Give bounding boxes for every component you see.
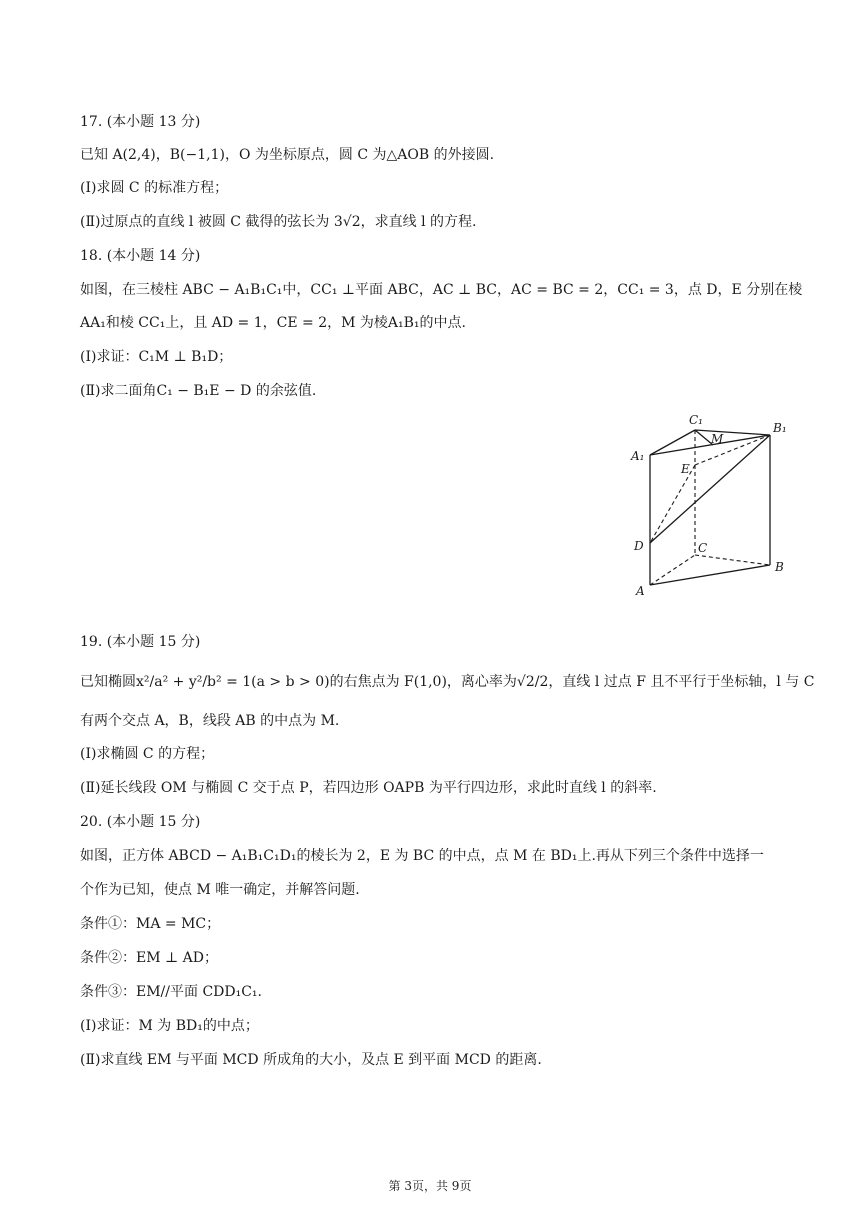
label-d: D xyxy=(634,539,644,553)
label-b1: B₁ xyxy=(773,421,787,435)
problem-19-statement-line-2: 有两个交点 A，B，线段 AB 的中点为 M. xyxy=(80,713,340,729)
label-a1: A₁ xyxy=(631,449,645,463)
problem-17-part-2: (Ⅱ)过原点的直线 l 被圆 C 截得的弦长为 3√2，求直线 l 的方程. xyxy=(80,214,477,230)
triangular-prism-figure xyxy=(625,405,795,600)
problem-17-header: 17. (本小题 13 分) xyxy=(80,114,201,130)
problem-19-part-2: (Ⅱ)延长线段 OM 与椭圆 C 交于点 P，若四边形 OAPB 为平行四边形，求此时直线 l 的斜率. xyxy=(80,780,657,796)
problem-18-part-1: (Ⅰ)求证：C₁M ⊥ B₁D； xyxy=(80,349,233,365)
problem-20-condition-2: 条件②：EM ⊥ AD； xyxy=(80,950,218,966)
label-c1: C₁ xyxy=(689,413,703,427)
hidden-edge-c-b xyxy=(695,555,770,565)
problem-20-part-2: (Ⅱ)求直线 EM 与平面 MCD 所成角的大小，及点 E 到平面 MCD 的距离. xyxy=(80,1052,542,1068)
page-footer: 第 3页，共 9页 xyxy=(388,1179,472,1193)
edge-a-b xyxy=(650,565,770,585)
problem-18-statement-line-2: AA₁和棱 CC₁上，且 AD = 1，CE = 2，M 为棱A₁B₁的中点. xyxy=(80,315,466,331)
label-c: C xyxy=(698,541,708,555)
label-b: B xyxy=(775,560,784,574)
edge-c1-b1 xyxy=(695,430,770,435)
label-a: A xyxy=(636,584,645,598)
problem-19-part-1: (Ⅰ)求椭圆 C 的方程； xyxy=(80,746,215,762)
problem-17-statement: 已知 A(2,4)，B(−1,1)，O 为坐标原点，圆 C 为△AOB 的外接圆. xyxy=(80,147,495,163)
problem-20-condition-3: 条件③：EM//平面 CDD₁C₁. xyxy=(80,984,262,1000)
hidden-edge-a-c xyxy=(650,555,695,585)
problem-18-part-2: (Ⅱ)求二面角C₁ − B₁E − D 的余弦值. xyxy=(80,383,317,399)
label-e: E xyxy=(681,462,690,476)
problem-19-statement-line-1: 已知椭圆x²/a² + y²/b² = 1(a > b > 0)的右焦点为 F(1,0)，离心率为√2/2，直线 l 过点 F 且不平行于坐标轴，l 与 C xyxy=(80,674,815,690)
problem-20-condition-1: 条件①：MA = MC； xyxy=(80,916,221,932)
problem-20-statement-line-1: 如图，正方体 ABCD − A₁B₁C₁D₁的棱长为 2，E 为 BC 的中点，点 M 在 BD₁上.再从下列三个条件中选择一 xyxy=(80,848,764,864)
problem-17-part-1: (Ⅰ)求圆 C 的标准方程； xyxy=(80,180,229,196)
problem-18-statement-line-1: 如图，在三棱柱 ABC − A₁B₁C₁中，CC₁ ⊥平面 ABC，AC ⊥ BC，AC = BC = 2，CC₁ = 3，点 D，E 分别在棱 xyxy=(80,282,803,298)
problem-20-statement-line-2: 个作为已知，使点 M 唯一确定，并解答问题. xyxy=(80,882,360,898)
problem-19-header: 19. (本小题 15 分) xyxy=(80,634,201,650)
segment-b1-d xyxy=(650,435,770,543)
problem-18-header: 18. (本小题 14 分) xyxy=(80,248,201,264)
label-m: M xyxy=(711,432,724,446)
problem-20-header: 20. (本小题 15 分) xyxy=(80,814,201,830)
hidden-segment-e-d xyxy=(650,465,695,543)
problem-20-part-1: (Ⅰ)求证：M 为 BD₁的中点； xyxy=(80,1018,259,1034)
